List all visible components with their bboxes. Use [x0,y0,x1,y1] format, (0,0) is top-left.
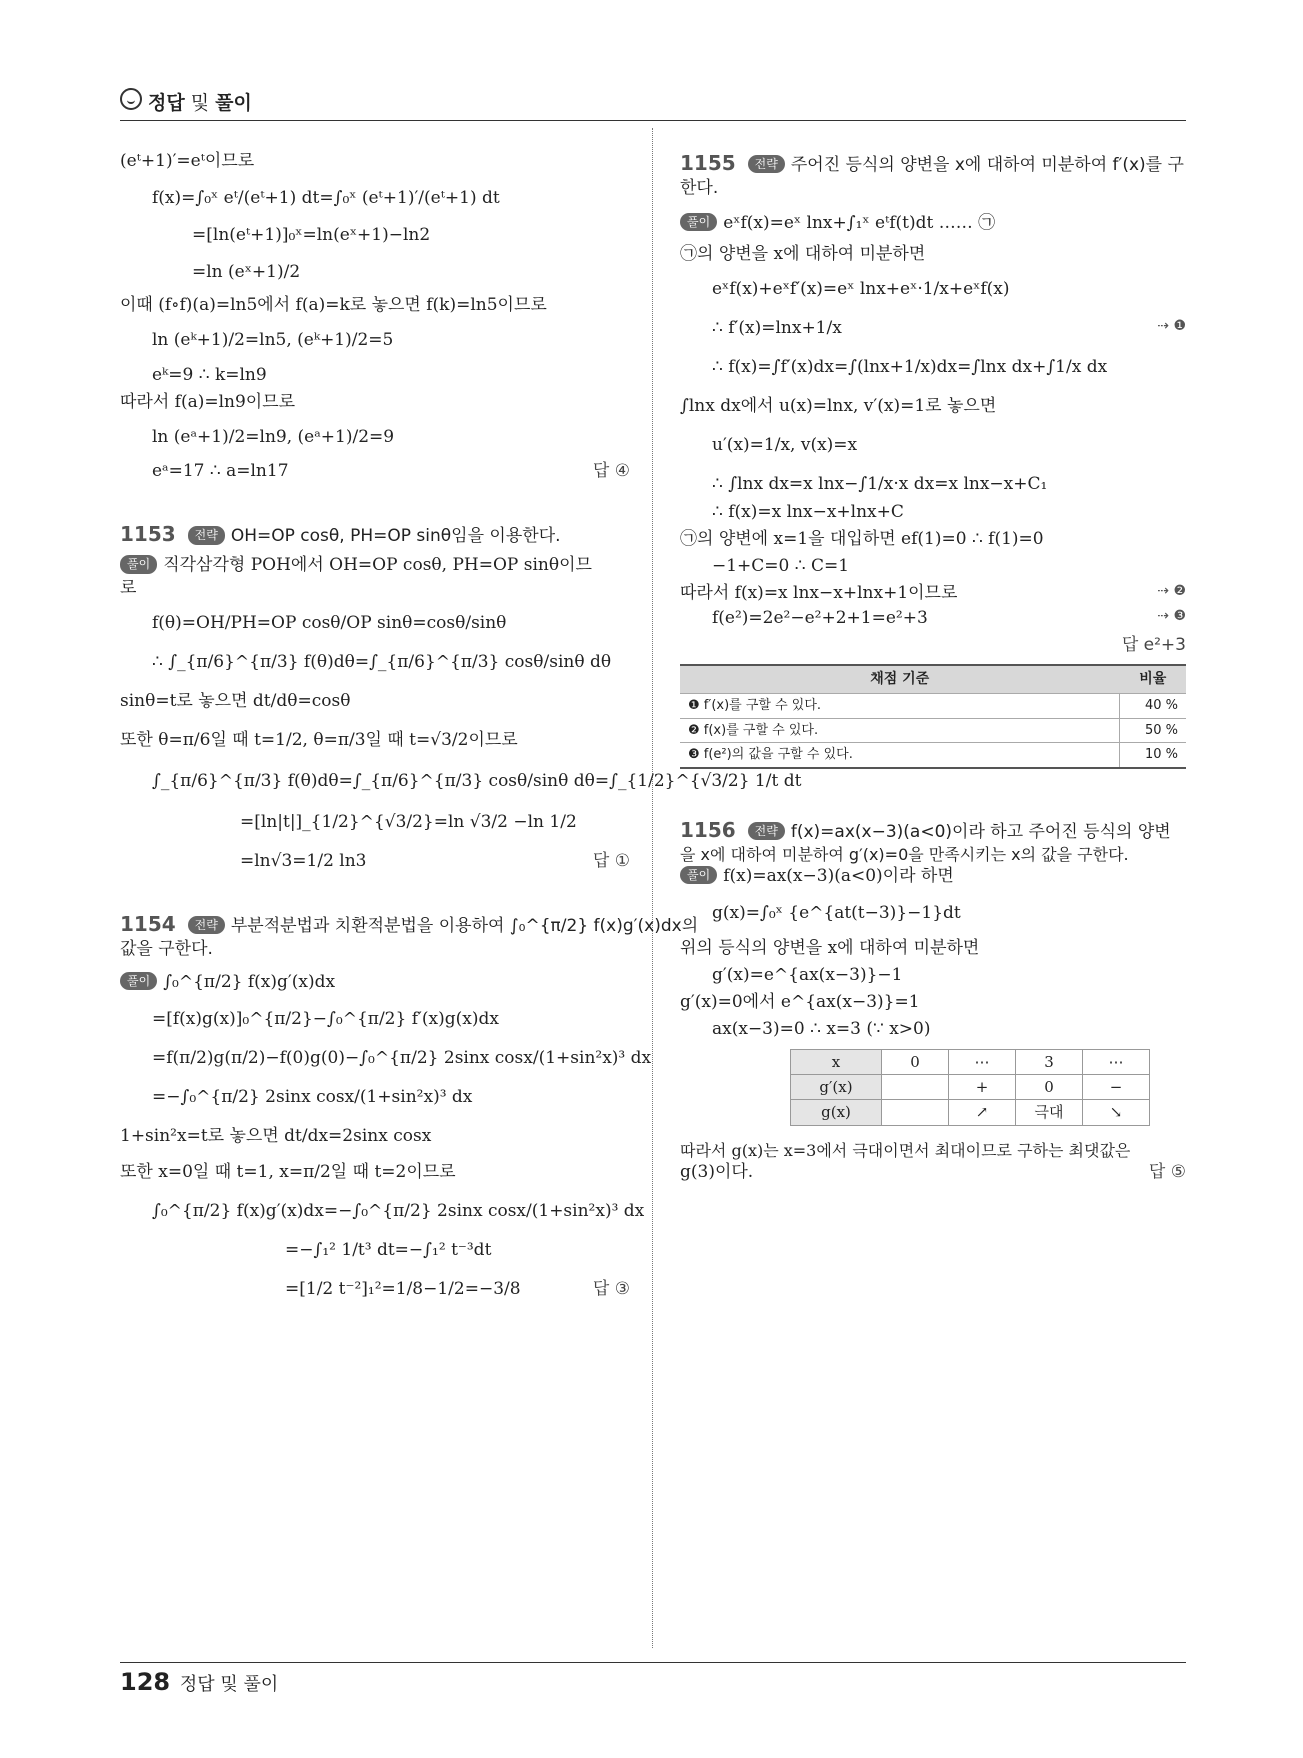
solution-line: 풀이 ∫₀^{π/2} f(x)g′(x)dx [120,971,630,994]
scoring-table [680,664,1186,769]
table-header: 비율 [1120,665,1187,693]
math-line: 이때 (f∘f)(a)=ln5에서 f(a)=k로 놓으면 f(k)=ln5이므로 [120,294,547,315]
solution-tag: 풀이 [680,213,717,231]
strategy-tag: 전략 [748,822,785,840]
math-line: ∫_{π/6}^{π/3} f(θ)dθ=∫_{π/6}^{π/3} cosθ/sinθ dθ=∫_{1/2}^{√3/2} 1/t dt [152,771,802,791]
math-line: (eᵗ+1)′=eᵗ이므로 [120,151,255,171]
conclusion-line: g(3)이다. [680,1162,754,1183]
math-line: 위의 등식의 양변을 x에 대하여 미분하면 [680,938,980,959]
math-line: =−∫₀^{π/2} 2sinx cosx/(1+sin²x)³ dx [152,1086,473,1107]
page-number: 128 [120,1668,171,1696]
math-line: u′(x)=1/x, v(x)=x [712,434,858,455]
math-line: eˣf(x)+eˣf′(x)=eˣ lnx+eˣ·1/x+eˣf(x) [712,278,1010,299]
math-line: =[1/2 t⁻²]₁²=1/8−1/2=−3/8 [285,1279,521,1300]
math-line: sinθ=t로 놓으면 dt/dθ=cosθ [120,691,351,712]
table-header: 채점 기준 [680,665,1120,693]
strategy-tag: 전략 [748,155,785,173]
math-line: ㉠의 양변을 x에 대하여 미분하면 [680,243,926,264]
right-column [680,150,1186,1184]
answer-1152: 답 ④ [592,461,630,482]
column-divider [652,128,653,1648]
table-row: ❸ f(e²)의 값을 구할 수 있다. 10 % [680,743,1186,768]
table-row: x 0 ⋯ 3 ⋯ [791,1049,1150,1074]
math-line: ㉠의 양변에 x=1을 대입하면 ef(1)=0 ∴ f(1)=0 [680,529,1044,550]
problem-1154-heading: 1154 전략 부분적분법과 치환적분법을 이용하여 ∫₀^{π/2} f(x)g′(x)dx의 [120,911,699,936]
math-line: 로 [120,578,137,599]
header-title: 정답 및 풀이 [148,92,252,114]
math-line: eᵃ=17 ∴ a=ln17 [152,461,289,482]
math-line: f(θ)=OH/PH=OP cosθ/OP sinθ=cosθ/sinθ [152,613,507,634]
conclusion-line: 따라서 g(x)는 x=3에서 극대이면서 최대이므로 구하는 최댓값은 [680,1140,1131,1160]
step-mark-3: ⇢ ❸ [1157,608,1186,625]
strategy-cont: 값을 구한다. [120,938,213,959]
math-line: ln (eᵃ+1)/2=ln9, (eᵃ+1)/2=9 [152,426,395,447]
solution-tag: 풀이 [120,972,157,990]
math-line: =[f(x)g(x)]₀^{π/2}−∫₀^{π/2} f′(x)g(x)dx [152,1008,499,1029]
problem-1155-heading: 1155 전략 주어진 등식의 양변을 x에 대하여 미분하여 f′(x)를 구 [680,151,1184,175]
math-line: g(x)=∫₀ˣ {e^{at(t−3)}−1}dt [712,903,961,924]
math-line: =f(π/2)g(π/2)−f(0)g(0)−∫₀^{π/2} 2sinx cosx/(1+sin²x)³ dx [152,1047,652,1068]
math-line: f(x)=∫₀ˣ eᵗ/(eᵗ+1) dt=∫₀ˣ (eᵗ+1)′/(eᵗ+1) dt [152,187,500,208]
math-line: =ln√3=1/2 ln3 [240,850,367,871]
footer-label: 정답 및 풀이 [179,1674,279,1695]
sign-table [790,1049,1150,1126]
math-line: ∴ f(x)=∫f′(x)dx=∫(lnx+1/x)dx=∫lnx dx+∫1/x dx [712,356,1108,377]
strategy-tag: 전략 [188,526,225,544]
math-line: ∴ ∫_{π/6}^{π/3} f(θ)dθ=∫_{π/6}^{π/3} cosθ/sinθ dθ [152,652,612,673]
math-line: 또한 x=0일 때 t=1, x=π/2일 때 t=2이므로 [120,1162,456,1183]
solution-tag: 풀이 [680,866,717,884]
math-line: ax(x−3)=0 ∴ x=3 (∵ x>0) [712,1018,931,1039]
answer-1153: 답 ① [592,850,630,871]
math-line: ∴ ∫lnx dx=x lnx−∫1/x·x dx=x lnx−x+C₁ [712,473,1048,494]
math-line: −1+C=0 ∴ C=1 [712,556,850,577]
problem-1156-heading: 1156 전략 f(x)=ax(x−3)(a<0)이라 하고 주어진 등식의 양변 [680,817,1171,842]
answer-1154: 답 ③ [592,1279,630,1300]
math-line: 1+sin²x=t로 놓으면 dt/dx=2sinx cosx [120,1125,432,1146]
math-line: =−∫₁² 1/t³ dt=−∫₁² t⁻³dt [285,1240,492,1261]
math-line: ∴ f(x)=x lnx−x+lnx+C [712,502,904,523]
table-row: ❷ f(x)를 구할 수 있다. 50 % [680,718,1186,743]
math-line: g′(x)=0에서 e^{ax(x−3)}=1 [680,992,920,1012]
solution-line: 풀이 f(x)=ax(x−3)(a<0)이라 하면 [680,865,1186,888]
page-footer [120,1668,278,1696]
math-line: f(e²)=2e²−e²+2+1=e²+3 ⇢ ❸ [712,608,1186,629]
solution-line: 풀이 eˣf(x)=eˣ lnx+∫₁ˣ eᵗf(t)dt …… ㉠ [680,212,1186,235]
math-line: eᵏ=9 ∴ k=ln9 [152,364,267,385]
math-line: g′(x)=e^{ax(x−3)}−1 [712,965,903,986]
problem-1153-heading: 1153 전략 OH=OP cosθ, PH=OP sinθ임을 이용한다. [120,522,561,547]
math-line: =[ln|t|]_{1/2}^{√3/2}=ln √3/2 −ln 1/2 [240,811,577,832]
table-row: g(x) ↗ 극대 ↘ [791,1100,1150,1125]
math-line: =ln (eˣ+1)/2 [192,261,301,282]
table-row: ❶ f′(x)를 구할 수 있다. 40 % [680,694,1186,719]
math-line: 또한 θ=π/6일 때 t=1/2, θ=π/3일 때 t=√3/2이므로 [120,730,518,751]
solution-tag: 풀이 [120,555,157,573]
math-line: ∫₀^{π/2} f(x)g′(x)dx=−∫₀^{π/2} 2sinx cosx/(1+sin²x)³ dx [152,1201,645,1222]
footer-rule [120,1662,1186,1663]
math-line: 따라서 f(x)=x lnx−x+lnx+1이므로 ⇢ ❷ [680,583,1186,604]
strategy-cont: 한다. [680,178,719,198]
answer-1155: 답 e²+3 [1121,635,1186,656]
step-mark-2: ⇢ ❷ [1157,583,1186,600]
solution-line: 풀이 직각삼각형 POH에서 OH=OP cosθ, PH=OP sinθ이므 [120,554,630,577]
strategy-tag: 전략 [188,916,225,934]
smiley-logo-icon [120,88,142,110]
math-line: 따라서 f(a)=ln9이므로 [120,391,296,412]
math-line: ln (eᵏ+1)/2=ln5, (eᵏ+1)/2=5 [152,329,394,350]
math-line: ∴ f′(x)=lnx+1/x ⇢ ❶ [712,317,1186,338]
step-mark-1: ⇢ ❶ [1157,317,1186,334]
answer-1156: 답 ⑤ [1148,1162,1186,1183]
math-line: =[ln(eᵗ+1)]₀ˣ=ln(eˣ+1)−ln2 [192,224,431,245]
table-row: g′(x) + 0 − [791,1075,1150,1100]
page-header [120,86,1186,121]
math-line: ∫lnx dx에서 u(x)=lnx, v′(x)=1로 놓으면 [680,395,997,416]
strategy-cont: 을 x에 대하여 미분하여 g′(x)=0을 만족시키는 x의 값을 구한다. [680,844,1129,864]
